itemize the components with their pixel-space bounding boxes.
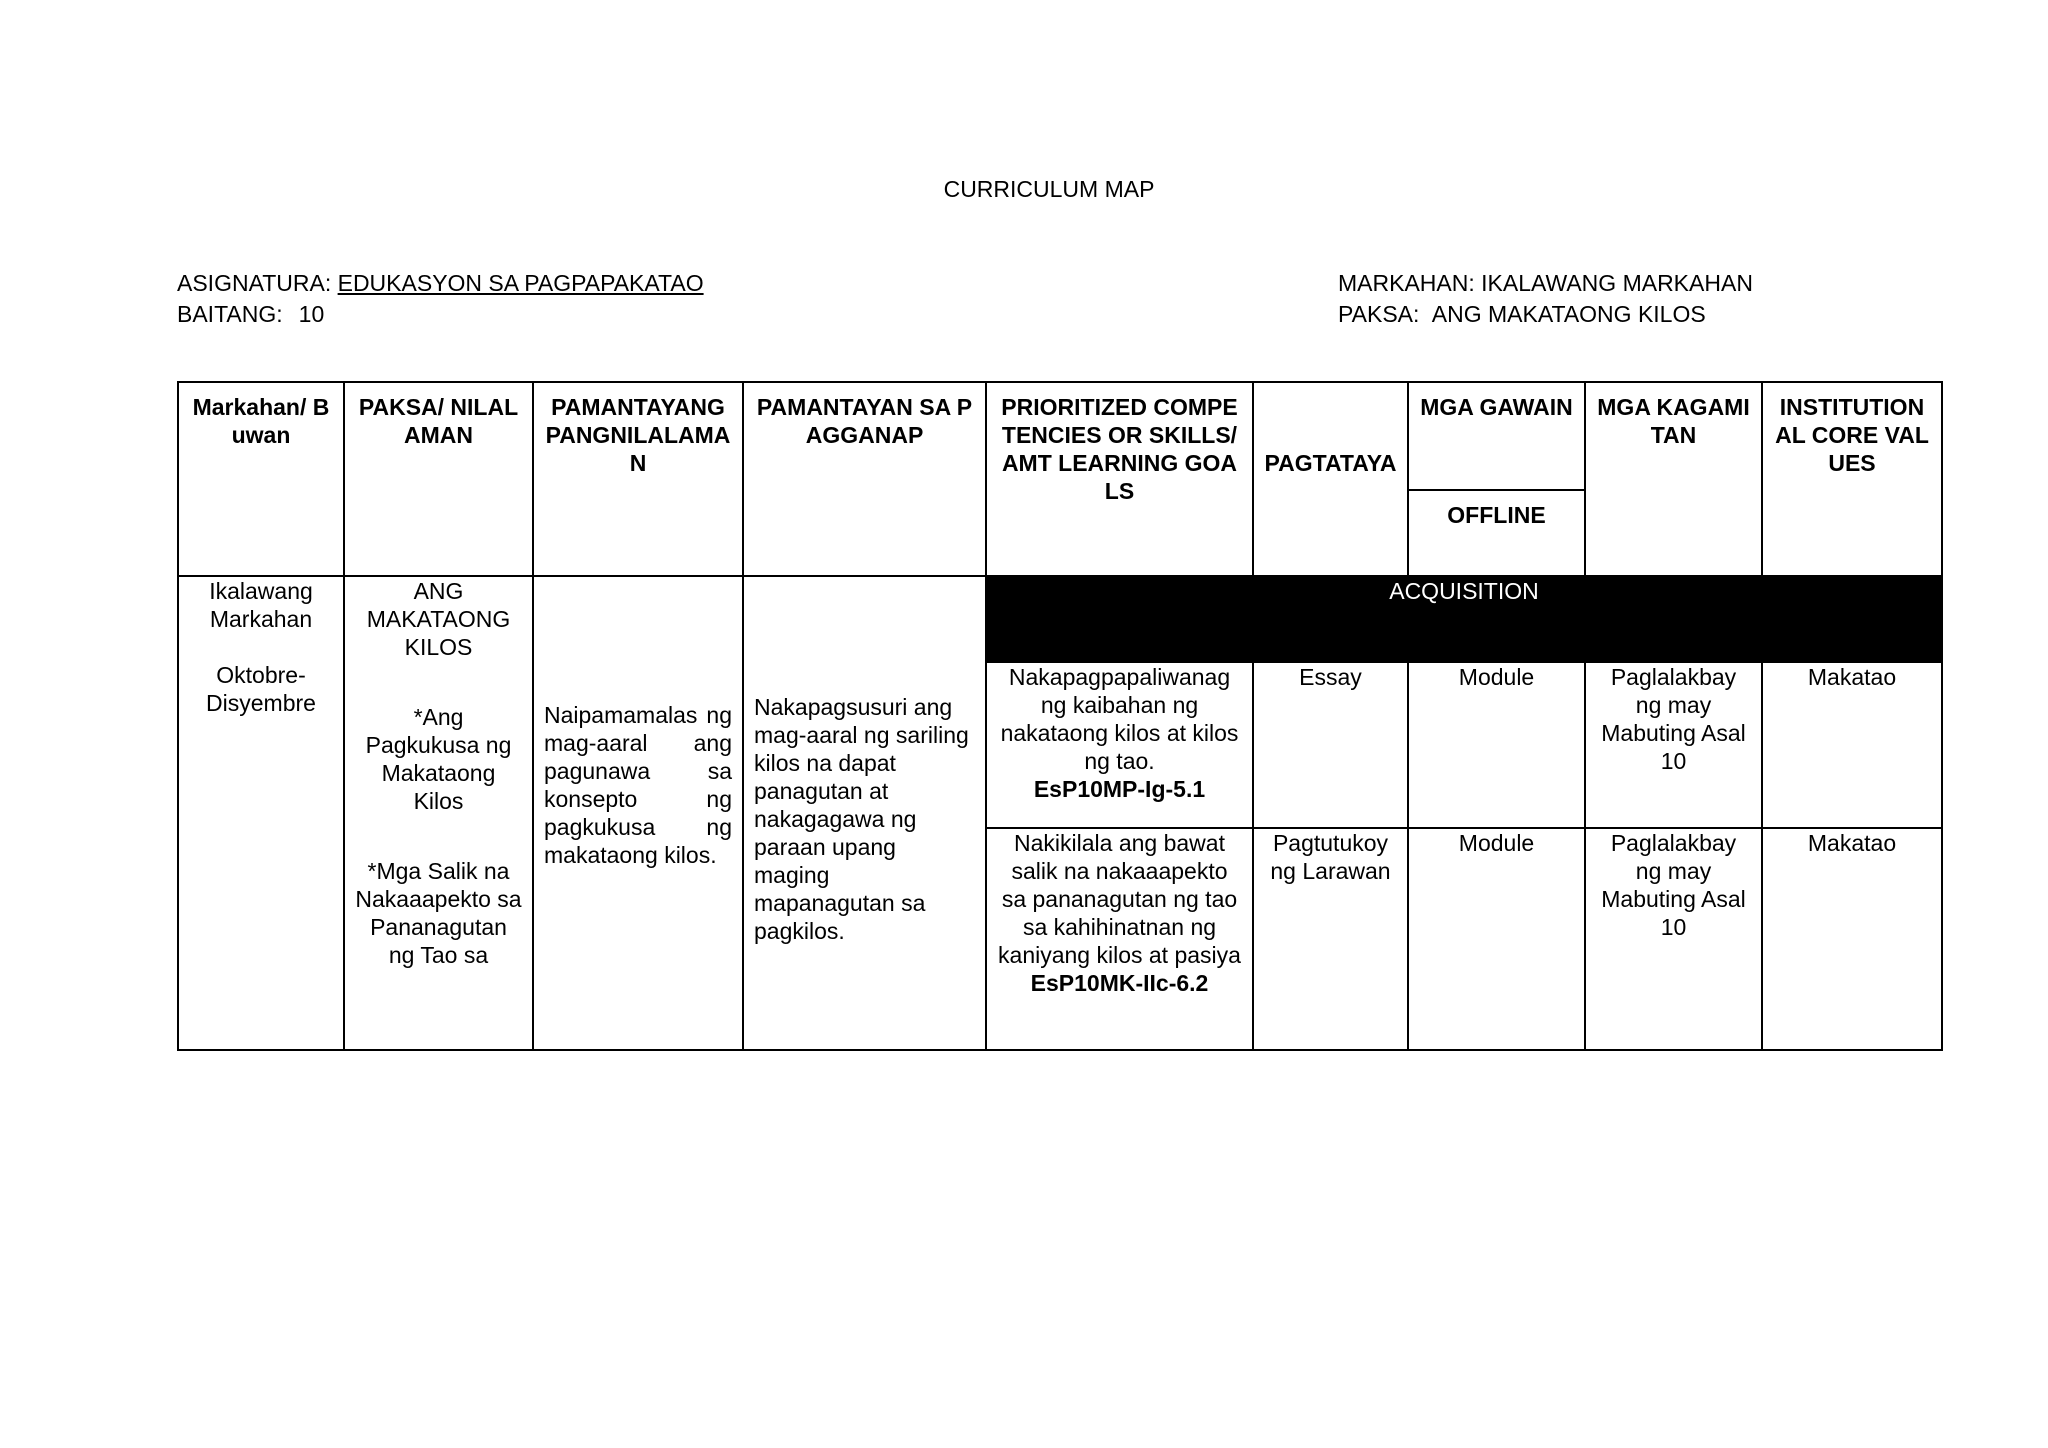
- markahan-term: Ikalawang Markahan: [209, 578, 313, 632]
- competency-text: Nakapagpapaliwanag ng kaibahan ng nakataong kilos at kilos ng tao.: [1000, 664, 1239, 774]
- paksa-main: ANG MAKATAONG KILOS: [366, 578, 511, 660]
- curriculum-table: [177, 381, 1943, 1051]
- cell-competency: [986, 662, 1253, 828]
- meta-left: [177, 268, 704, 330]
- paksa-sub-1: *Ang Pagkukusa ng Makataong Kilos: [365, 704, 512, 814]
- header-paksa: PAKSA/ NILALAMAN: [344, 382, 533, 576]
- paksa-line: [1338, 299, 1753, 330]
- paksa-value: ANG MAKATAONG KILOS: [1431, 301, 1706, 327]
- header-markahan: Markahan/ Buwan: [178, 382, 344, 576]
- baitang-value: 10: [298, 301, 325, 327]
- header-row: [178, 382, 1942, 490]
- header-gawain: MGA GAWAIN: [1408, 382, 1585, 490]
- paksa-sub-2: *Mga Salik na Nakaaapekto sa Pananagutan ng Tao sa: [355, 858, 522, 968]
- header-kagamitan: MGA KAGAMITAN: [1585, 382, 1762, 576]
- competency-text: Nakikilala ang bawat salik na nakaaapekto sa pananagutan ng tao sa kahihinatnan ng kaniyang kilos at pasiya: [998, 830, 1241, 968]
- asignatura-value: EDUKASYON SA PAGPAPAKATAO: [337, 270, 704, 296]
- meta-right: [1338, 268, 1753, 330]
- cell-kagamitan: Paglalakbay ng may Mabuting Asal 10: [1585, 662, 1762, 828]
- cell-kagamitan: Paglalakbay ng may Mabuting Asal 10: [1585, 828, 1762, 1050]
- competency-code: EsP10MK-IIc-6.2: [1030, 970, 1209, 996]
- cell-paksa: [344, 576, 533, 1050]
- header-core-values: INSTITUTIONAL CORE VALUES: [1762, 382, 1942, 576]
- cell-pagganap: Nakapagsusuri ang mag-aaral ng sariling kilos na dapat panagutan at nakagagawa ng paraan upang maging mapanagutan sa pagkilos.: [743, 576, 986, 1050]
- header-offline: OFFLINE: [1408, 490, 1585, 576]
- cell-competency: [986, 828, 1253, 1050]
- markahan-line: [1338, 268, 1753, 299]
- asignatura-line: [177, 268, 704, 299]
- cell-gawain: Module: [1408, 828, 1585, 1050]
- markahan-months: Oktobre-Disyembre: [206, 662, 316, 716]
- cell-core-value: Makatao: [1762, 662, 1942, 828]
- cell-gawain: Module: [1408, 662, 1585, 828]
- cell-markahan: [178, 576, 344, 1050]
- header-pagtataya: PAGTATAYA: [1253, 382, 1408, 576]
- cell-pagtataya: Pagtutukoy ng Larawan: [1253, 828, 1408, 1050]
- asignatura-label: ASIGNATURA:: [177, 270, 338, 296]
- cell-core-value: Makatao: [1762, 828, 1942, 1050]
- baitang-label: BAITANG:: [177, 301, 283, 327]
- paksa-label: PAKSA:: [1338, 301, 1426, 327]
- cell-pagtataya: Essay: [1253, 662, 1408, 828]
- markahan-value: IKALAWANG MARKAHAN: [1481, 270, 1753, 296]
- acquisition-row: [178, 576, 1942, 662]
- baitang-line: [177, 299, 704, 330]
- page-title: CURRICULUM MAP: [943, 176, 1155, 202]
- header-pamantayan-pagganap: PAMANTAYAN SA PAGGANAP: [743, 382, 986, 576]
- header-competencies: PRIORITIZED COMPETENCIES OR SKILLS/ AMT LEARNING GOALS: [986, 382, 1253, 576]
- cell-pangnilalaman: Naipamamalas ng mag-aaral ang pagunawa sa konsepto ng pagkukusa ng makataong kilos.: [533, 576, 743, 1050]
- header-pamantayan-pangnilalaman: PAMANTAYANG PANGNILALAMAN: [533, 382, 743, 576]
- acquisition-banner: ACQUISITION: [986, 576, 1942, 662]
- markahan-label: MARKAHAN:: [1338, 270, 1482, 296]
- competency-code: EsP10MP-Ig-5.1: [1033, 776, 1206, 802]
